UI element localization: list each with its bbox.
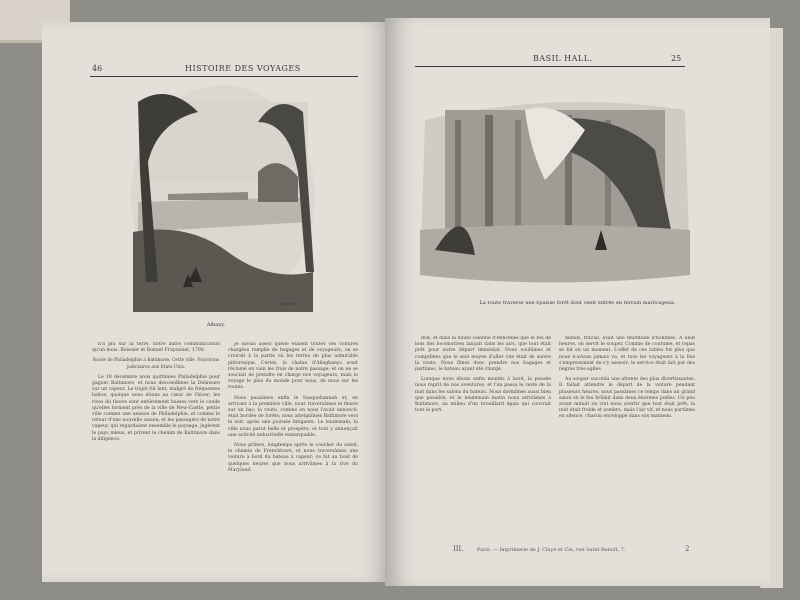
albany-illustration (128, 82, 318, 312)
right-column-1 (415, 336, 551, 532)
left-page (42, 22, 390, 582)
forest-illustration (415, 90, 695, 290)
right-column-2 (559, 336, 695, 532)
right-illustration-caption: La route traverse une épaisse forêt dont vient entrée en terrain marécageux. (479, 300, 676, 306)
section-summary: Route de Philadelphie à Baltimore. Cette ville. Fonctions judiciaires aux Etats-Unis. (92, 358, 220, 370)
signature-mark: III. (453, 545, 464, 553)
right-head-rule (415, 66, 685, 67)
footer-mark: 2 (685, 545, 690, 553)
left-illustration-caption: Albany. (206, 322, 226, 328)
paragraph: Lorsque nous étions enfin montés à bord, la pensée nous reprit de nos aventures, et l'on passa le reste de la nuit dans les salons du bateau. Nous dormîmes aussi bien que possible, et le lendemain matin nous arrivâmes à Baltimore, au milieu d'un brouillard épais qui couvrait tout le port. (415, 377, 551, 414)
paragraph: minuit, travail, avait une multitude d'hommes. À neuf heures, on servit le souper. Comme de coutume, et repas se fut en un moment. L'effet de ces tables fut plus que nous n'avions jamais vu, et tous les voyageurs à la fois s'empressaient de s'y asseoir; le service était fait par des nègres très-agiles. (559, 336, 695, 373)
printer-note: Paris. — Imprimerie de J. Claye et Cie, rue Saint-Benoît, 7. (477, 547, 626, 553)
paragraph: Au souper succéda une attente des plus divertissantes. Il fallait attendre le départ de la voiture pendant plusieurs heures; nous passâmes ce temps dans un grand salon où le feu brûlait dans deux énormes poêles. Un peu avant minuit on vint nous avertir que tout était prêt; la nuit était froide et sombre, mais l'air vif, et nous partîmes en silence, chacun enveloppé dans son manteau. (559, 377, 695, 420)
left-column-1 (92, 342, 220, 572)
right-running-head: BASIL HALL. (533, 54, 593, 63)
left-running-head: HISTOIRE DES VOYAGES (185, 64, 301, 73)
left-head-rule (90, 76, 358, 77)
paragraph: Le 18 décembre nous quittâmes Philadelphie pour gagner Baltimore, et nous descendîmes la Delaware sur un vapeur. Le trajet fut lent, malgré de fréquentes haltes, quoique nous étions au cœur de l'hiver; les rives du fleuve sont entièrement basses vers le coude qu'elles forment près de la ville de New-Castle, petite ville comme une annexe de Philadelphie, et comme le retour d'une nouvelle saison; et les passagers de notre vapeur, qui regardaient ensemble le paysage, jugèrent le pays mieux, et prirent le chemin de Baltimore dans la diligence. (92, 374, 220, 442)
right-page (385, 18, 770, 586)
paragraph: Nous prîmes, longtemps après le coucher du soleil, le chemin de Frenchtown, et nous traversâmes une voiture à bord du bateau à vapeur; ce fut au bout de quelques heures que nous arrivâmes à la rive du Maryland. (228, 443, 358, 473)
paragraph: Je savais assez quelle étaient toutes ces voitures chargées remplie de bagages et de voyageurs; on se croirait à la partie où les terres du plus admirable pittoresque. Certes, la chaîne d'Alleghanys avait réclamé en vain les frais de notre passage; et on ne se souciait de prendre en charge nos voyageurs, mais le voyage le plus du monde pour nous, de nous sur les routes. (228, 342, 358, 391)
paragraph: n'a plu sur la terre, notre autre communication qu'un mois. Boissier et Bonnet Frayssinet, 1790. (92, 342, 220, 354)
left-column-2 (228, 342, 358, 572)
paragraph: doit, et dans la haute colonne d'étincelles que le feu de bois des locomotives lançait dans les airs, que tout était prêt pour notre départ immédiat. Nous voulûmes et comprîmes que le seul moyen d'aller vite était de suivre la route. Nous fîmes donc prendre nos bagages et partîmes, le bateau ayant été chargé. (415, 336, 551, 373)
left-page-number: 46 (92, 64, 103, 73)
engraver-signature: Hachet (281, 301, 296, 306)
paragraph: Nous passâmes enfin le Susquehannah et, en arrivant à la première ville, nous traversâmes le fleuve sur un bac; la route, comme on nous l'avait annoncé, était bordée de forêts; nous atteignîmes Baltimore vers le soir, après une journée fatigante. Le lendemain, la ville nous parut belle et prospère, et tout y annonçait une activité industrielle remarquable. (228, 395, 358, 438)
right-page-number: 25 (671, 54, 682, 63)
